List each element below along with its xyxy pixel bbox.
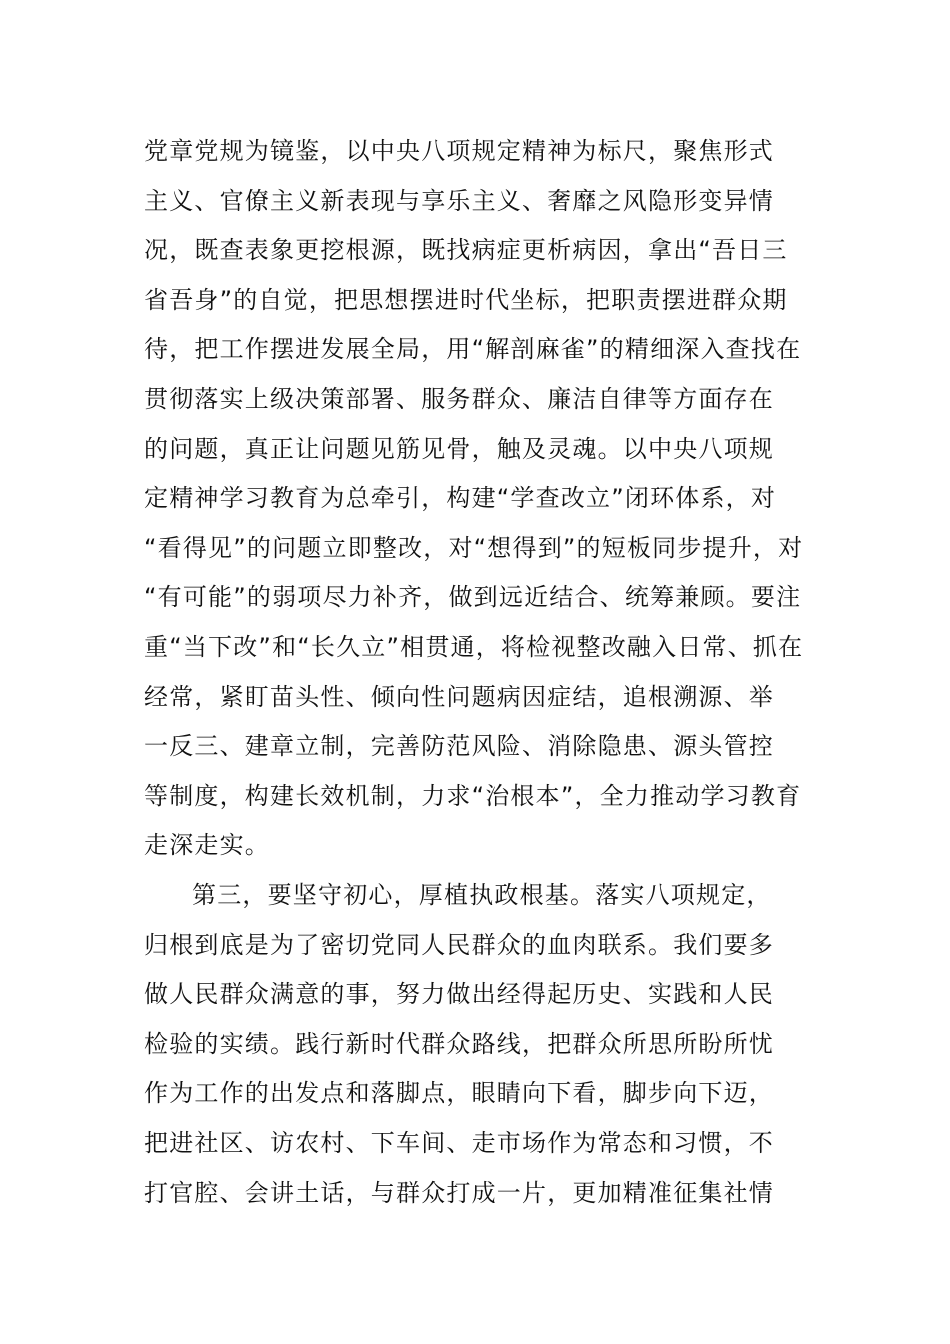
text-line: “有可能”的弱项尽力补齐，做到远近结合、统筹兼顾。要注 xyxy=(144,583,802,612)
text-line: 省吾身”的自觉，把思想摆进时代坐标，把职责摆进群众期 xyxy=(144,285,788,314)
text-line: 做人民群众满意的事，努力做出经得起历史、实践和人民 xyxy=(144,980,774,1009)
text-line: 检验的实绩。践行新时代群众路线，把群众所思所盼所忧 xyxy=(144,1029,774,1058)
text-line: 打官腔、会讲土话，与群众打成一片，更加精准征集社情 xyxy=(144,1178,774,1207)
text-line: 党章党规为镜鉴，以中央八项规定精神为标尺，聚焦形式 xyxy=(144,137,774,165)
text-line: 主义、官僚主义新表现与享乐主义、奢靡之风隐形变异情 xyxy=(144,186,774,215)
text-line: 待，把工作摆进发展全局，用“解剖麻雀”的精细深入查找在 xyxy=(144,335,802,364)
text-line: 等制度，构建长效机制，力求“治根本”，全力推动学习教育 xyxy=(144,781,802,810)
paragraph-continued xyxy=(144,127,808,871)
text-line: 把进社区、访农村、下车间、走市场作为常态和习惯，不 xyxy=(144,1128,774,1157)
text-line-indented: 第三，要坚守初心，厚植执政根基。落实八项规定， xyxy=(192,881,772,909)
text-line: 贯彻落实上级决策部署、服务群众、廉洁自律等方面存在 xyxy=(144,384,774,413)
text-line: 走深走实。 xyxy=(144,831,270,860)
text-line: 一反三、建章立制，完善防范风险、消除隐患、源头管控 xyxy=(144,732,774,761)
text-line: 归根到底是为了密切党同人民群众的血肉联系。我们要多 xyxy=(144,930,774,959)
text-line: 的问题，真正让问题见筋见骨，触及灵魂。以中央八项规 xyxy=(144,434,774,463)
paragraph-third xyxy=(144,871,808,1218)
text-line: 作为工作的出发点和落脚点，眼睛向下看，脚步向下迈， xyxy=(144,1079,774,1108)
text-line: 经常，紧盯苗头性、倾向性问题病因症结，追根溯源、举 xyxy=(144,682,774,711)
text-line: 重“当下改”和“长久立”相贯通，将检视整改融入日常、抓在 xyxy=(144,632,804,661)
text-line: 定精神学习教育为总牵引，构建“学查改立”闭环体系，对 xyxy=(144,484,777,513)
text-line: “看得见”的问题立即整改，对“想得到”的短板同步提升，对 xyxy=(144,533,804,562)
text-line: 况，既查表象更挖根源，既找病症更析病因，拿出“吾日三 xyxy=(144,236,788,265)
